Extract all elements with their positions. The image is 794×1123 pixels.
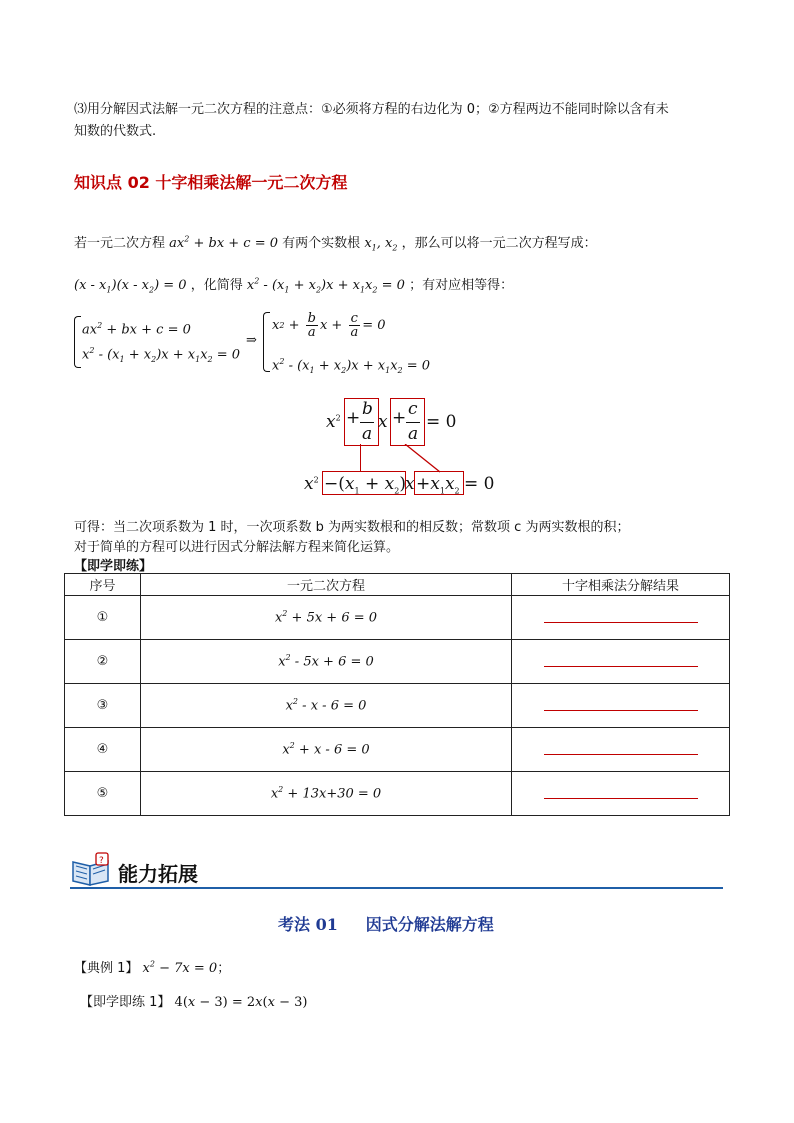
answer-blank [544,784,698,799]
connector-c [400,444,450,474]
table-row: ④ $x^2 + x - 6 = 0$ [65,728,730,772]
answer-blank [544,696,698,711]
connector-b [360,444,361,471]
system1-eq2: $x^2 - (x_1 + x_2)x + x_1x_2 = 0$ [82,346,241,364]
answer-blank [544,652,698,667]
table-row: ⑤ $x^2 + 13x+30 = 0$ [65,772,730,816]
example-1-equation: $x^2 - 7x = 0$ [142,959,218,976]
table-row: ② $x^2 - 5x + 6 = 0$ [65,640,730,684]
general-equation: $ax^2$ + bx + c = 0 [169,234,279,251]
header-result: 十字相乘法分解结果 [512,574,730,596]
example-1: 【典例 1】 $x^2 - 7x = 0$； [74,959,231,976]
note3-line1: ⑶用分解因式法解一元二次方程的注意点：①必须将方程的右边化为 0；②方程两边不能同时除以含有未 [74,102,669,117]
answer-blank [544,740,698,755]
intro-line: 若一元二次方程 $ax^2$ + bx + c = 0 有两个实数根 $x_1$, $x_2$ ，那么可以将一元二次方程写成： [74,234,597,253]
conclusion-line2: 对于简单的方程可以进行因式分解法解方程来简化运算。 [74,540,400,555]
svg-text:?: ? [99,856,104,866]
answer-blank [544,608,698,623]
table-row: ① $x^2 + 5x + 6 = 0$ [65,596,730,640]
practice-label: 【即学即练】 [74,559,153,574]
header-equation: 一元二次方程 [141,574,512,596]
table-row: ③ $x^2 - x - 6 = 0$ [65,684,730,728]
book-icon [70,852,114,888]
implies-icon: ⇒ [246,333,257,348]
practice-1: 【即学即练 1】 4(x − 3) = 2x(x − 3) [80,995,308,1010]
practice-table [64,573,730,816]
conclusion-line1: 可得：当二次项系数为 1 时，一次项系数 b 为两实数根和的相反数；常数项 c 为两实数根的积； [74,520,630,535]
system1-eq1: $ax^2$ + bx + c = 0 [82,321,191,338]
section-rule [70,887,723,889]
system2-eq2: $x^2 - (x_1 + x_2)x + x_1x_2 = 0$ [272,357,431,375]
roots-x1-x2: $x_1$, $x_2$ [364,236,398,253]
factored-form: $(x - x_1)(x - x_2) = 0$ [74,278,187,295]
expand-line: $(x - x_1)(x - x_2) = 0$ ，化简得 $x^2 - (x_1 + x_2)x + x_1x_2 = 0$ ；有对应相等得： [74,276,514,295]
practice-1-equation: 4(x − 3) = 2x(x − 3) [174,995,308,1010]
system2-eq1: x 2 + $\frac{b}{a}$ x + $\frac{c}{a}$ = 0 [272,311,386,340]
ability-title: 能力拓展 [118,862,198,886]
note3-line2: 知数的代数式. [74,124,157,139]
expanded-form: $x^2 - (x_1 + x_2)x + x_1x_2 = 0$ [246,276,405,295]
knowledge-02-heading: 知识点 02 十字相乘法解一元二次方程 [74,173,348,192]
left-brace [74,316,81,368]
method-title: 考法 01 因式分解法解方程 [278,915,494,934]
diagram-x2-lower: $x^2$ [304,474,319,494]
diagram-x2: $x^2$ [326,412,341,432]
header-num: 序号 [65,574,141,596]
right-brace [263,312,270,372]
